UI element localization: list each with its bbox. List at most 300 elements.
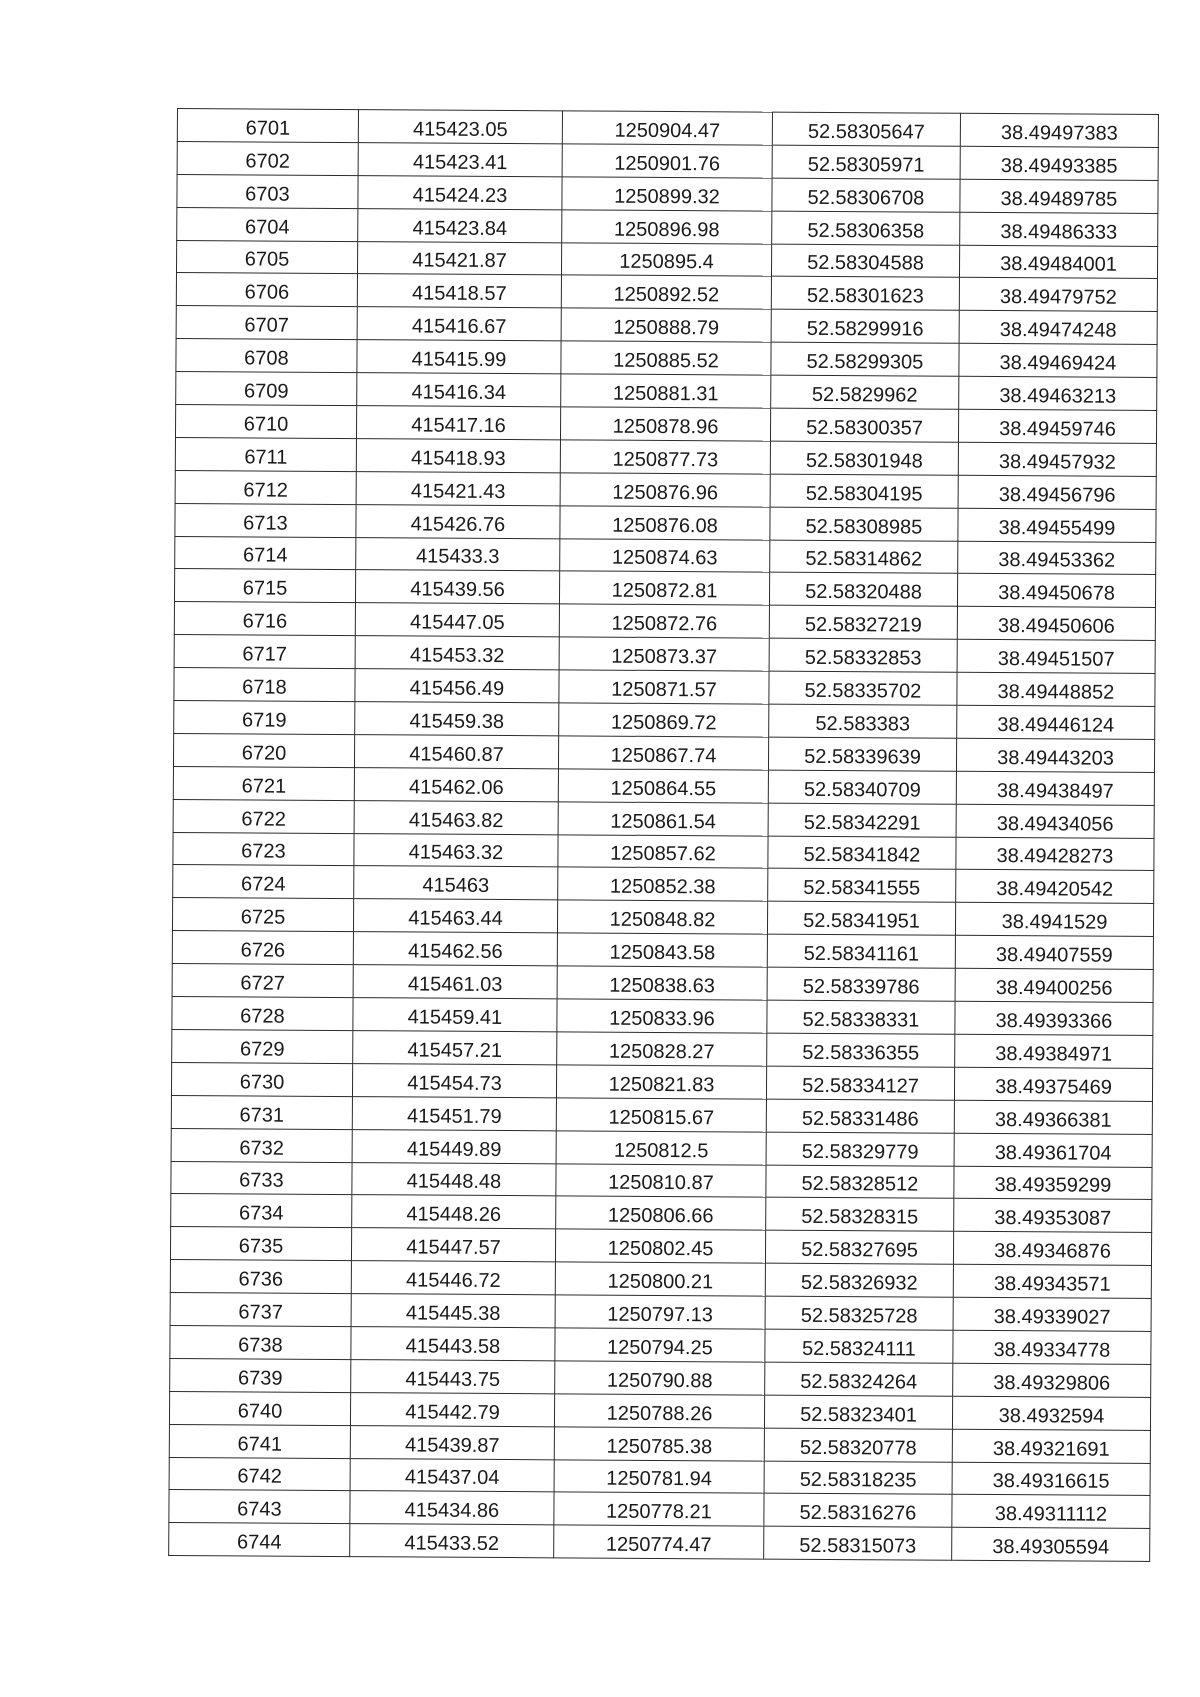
cell-text: 52.58328315 [801,1206,919,1229]
cell-text: 415434.86 [404,1499,500,1523]
cell-text: 1250852.38 [609,876,716,899]
cell-text: 6736 [238,1268,284,1291]
cell-text: 38.49361704 [994,1141,1112,1165]
cell-text: 415418.57 [412,282,507,306]
cell-text: 1250790.88 [606,1369,713,1393]
cell-text: 1250810.87 [608,1172,714,1195]
northing-cell [555,1295,765,1329]
point-number-cell [169,1424,350,1458]
longitude-cell [959,278,1157,312]
cell-text: 38.49448852 [997,681,1115,704]
cell-text: 38.49329806 [993,1371,1111,1395]
point-number-cell [171,1095,352,1129]
cell-text: 415446.72 [405,1269,501,1293]
longitude-cell [952,1429,1150,1463]
northing-cell [559,637,769,671]
cell-text: 1250872.81 [611,580,718,603]
latitude-cell [768,803,956,837]
cell-text: 38.49489785 [1000,187,1118,211]
easting-cell [357,274,561,308]
northing-cell [560,506,770,540]
cell-text: 6737 [238,1301,283,1324]
longitude-cell [952,1495,1150,1529]
cell-text: 52.58327219 [804,614,922,637]
cell-text: 52.58329779 [801,1140,919,1164]
cell-text: 52.58341555 [803,877,921,900]
cell-text: 415453.32 [409,644,505,668]
cell-text: 1250881.31 [612,382,719,406]
easting-cell [355,570,559,604]
latitude-cell [770,474,958,508]
cell-text: 1250873.37 [611,645,718,669]
cell-text: 52.58327695 [801,1239,918,1262]
latitude-cell [772,211,960,245]
northing-cell [555,1361,765,1395]
cell-text: 6718 [242,676,287,699]
northing-cell [562,210,772,244]
cell-text: 415461.03 [407,973,503,997]
latitude-cell [764,1395,952,1429]
latitude-cell [767,934,955,968]
cell-text: 415421.87 [412,249,507,273]
latitude-cell [768,770,956,804]
longitude-cell [954,1133,1152,1167]
cell-text: 415433.3 [415,545,500,569]
cell-text: 415416.34 [411,381,507,405]
point-number-cell [177,141,358,175]
northing-cell [559,571,769,605]
table-row [169,1523,1150,1562]
longitude-cell [957,607,1155,641]
longitude-cell [960,212,1158,246]
latitude-cell [771,375,959,409]
cell-text: 52.58300357 [806,416,924,440]
latitude-cell [764,1494,952,1528]
cell-text: 38.49455499 [998,516,1116,540]
point-number-cell [177,174,358,208]
cell-text: 52.58336355 [802,1041,920,1065]
latitude-cell [764,1526,952,1560]
northing-cell [561,242,771,276]
cell-text: 1250869.72 [610,711,717,735]
latitude-cell [767,1000,955,1034]
easting-cell [358,208,562,242]
easting-cell [350,1524,554,1558]
northing-cell [558,802,768,836]
longitude-cell [958,442,1156,476]
cell-text: 1250806.66 [607,1204,714,1228]
point-number-cell [170,1358,351,1392]
northing-cell [556,1196,766,1230]
northing-cell [560,473,770,507]
easting-cell [358,175,562,209]
longitude-cell [953,1264,1151,1298]
cell-text: 415463.44 [408,907,503,931]
latitude-cell [768,737,956,771]
cell-text: 38.49420542 [996,878,1114,902]
cell-text: 1250895.4 [619,251,714,274]
easting-cell [357,373,561,407]
longitude-cell [958,475,1156,509]
cell-text: 415459.41 [407,1006,503,1029]
cell-text: 6724 [240,873,286,897]
northing-cell [561,275,771,309]
easting-cell [354,833,558,867]
cell-text: 415447.57 [406,1236,501,1260]
point-number-cell [172,997,353,1031]
cell-text: 1250861.54 [610,810,717,833]
cell-text: 52.58305647 [807,120,925,144]
cell-text: 52.58323401 [800,1403,917,1427]
cell-text: 6708 [244,347,289,370]
northing-cell [556,1065,766,1099]
cell-text: 415463.82 [408,809,504,832]
cell-text: 6742 [237,1465,282,1489]
cell-text: 38.49359299 [994,1174,1112,1198]
cell-text: 6707 [244,314,289,337]
easting-cell [356,504,560,538]
cell-text: 1250828.27 [608,1040,715,1064]
cell-text: 38.49321691 [992,1437,1110,1461]
cell-text: 1250838.63 [609,974,716,998]
point-number-cell [169,1490,350,1524]
cell-text: 52.58305971 [807,153,925,177]
cell-text: 415424.23 [412,184,508,207]
longitude-cell [956,771,1154,805]
cell-text: 1250876.08 [612,514,718,537]
longitude-cell [954,1166,1152,1200]
easting-cell [357,340,561,374]
cell-text: 38.49353087 [994,1207,1112,1231]
latitude-cell [769,704,957,738]
point-number-cell [174,569,355,603]
longitude-cell [953,1363,1151,1397]
cell-text: 6743 [237,1498,282,1521]
cell-text: 38.49463213 [999,385,1117,408]
northing-cell [555,1262,765,1296]
cell-text: 6739 [237,1367,283,1390]
cell-text: 38.49450606 [997,615,1115,638]
cell-text: 415454.73 [407,1072,502,1095]
latitude-cell [766,1066,954,1100]
cell-text: 52.58314862 [805,548,923,572]
cell-text: 52.58306708 [807,186,925,210]
cell-text: 415426.76 [410,513,506,536]
northing-cell [557,966,767,1000]
cell-text: 52.58324111 [801,1337,916,1361]
cell-text: 6738 [238,1334,283,1357]
longitude-cell [958,508,1156,542]
point-number-cell [170,1325,351,1359]
cell-text: 38.49339027 [993,1305,1111,1329]
cell-text: 6726 [240,939,286,962]
point-number-cell [170,1227,351,1261]
point-number-cell [172,898,353,932]
cell-text: 415462.06 [409,776,504,799]
cell-text: 38.49438497 [996,779,1114,803]
longitude-cell [954,1067,1152,1101]
northing-cell [559,604,769,638]
cell-text: 38.49434056 [996,812,1114,836]
point-number-cell [169,1391,350,1425]
cell-text: 52.58299305 [806,350,924,374]
cell-text: 52.58320778 [799,1436,917,1460]
cell-text: 6716 [242,610,288,633]
latitude-cell [767,1033,955,1067]
cell-text: 6732 [239,1136,284,1160]
northing-cell [562,144,772,178]
easting-cell [352,1096,556,1130]
cell-text: 415443.75 [405,1368,501,1391]
latitude-cell [765,1362,953,1396]
longitude-cell [955,936,1153,970]
longitude-cell [956,738,1154,772]
cell-text: 52.58316276 [799,1502,917,1525]
cell-text: 1250888.79 [613,316,720,340]
cell-text: 52.58334127 [802,1074,919,1098]
easting-cell [358,110,562,144]
cell-text: 1250901.76 [614,152,721,176]
cell-text: 52.58304588 [807,252,925,276]
cell-text: 38.49497383 [1000,121,1118,145]
latitude-cell [771,244,959,278]
longitude-cell [956,837,1154,871]
point-number-cell [171,1161,352,1195]
cell-text: 415421.43 [410,480,506,503]
easting-cell [357,307,561,341]
northing-cell [560,407,770,441]
cell-text: 6710 [243,413,289,436]
easting-cell [350,1458,554,1492]
northing-cell [554,1459,764,1493]
northing-cell [556,1098,766,1132]
easting-cell [354,800,558,834]
latitude-cell [770,507,958,541]
point-number-cell [176,306,357,340]
cell-text: 52.58339786 [802,975,920,999]
latitude-cell [770,540,958,574]
cell-text: 52.5829962 [811,383,918,407]
northing-cell [558,867,768,901]
cell-text: 1250874.63 [611,547,718,570]
latitude-cell [766,1099,954,1133]
easting-cell [353,932,557,966]
cell-text: 1250877.73 [612,448,719,472]
northing-cell [560,440,770,474]
cell-text: 38.49479752 [999,286,1117,310]
cell-text: 1250785.38 [606,1435,713,1458]
cell-text: 6734 [238,1202,284,1225]
cell-text: 1250800.21 [607,1270,714,1294]
easting-cell [351,1228,555,1262]
cell-text: 52.58341951 [803,910,921,933]
easting-cell [352,1129,556,1163]
northing-cell [560,538,770,572]
cell-text: 6722 [241,808,286,831]
latitude-cell [771,309,959,343]
northing-cell [558,736,768,770]
cell-text: 38.49384971 [995,1042,1113,1066]
longitude-cell [959,344,1157,378]
easting-cell [354,735,558,769]
cell-text: 1250815.67 [608,1106,715,1129]
northing-cell [558,834,768,868]
easting-cell [356,439,560,473]
cell-text: 1250802.45 [607,1237,714,1261]
point-number-cell [176,372,357,406]
easting-cell [352,1162,556,1196]
latitude-cell [769,605,957,639]
cell-text: 1250848.82 [609,908,716,932]
northing-cell [557,1032,767,1066]
latitude-cell [765,1296,953,1330]
cell-text: 415460.87 [409,743,504,766]
easting-cell [353,1031,557,1065]
point-number-cell [175,536,356,570]
cell-text: 1250885.52 [613,349,719,373]
easting-cell [351,1261,555,1295]
point-number-cell [175,405,356,439]
cell-text: 1250774.47 [605,1533,712,1557]
cell-text: 1250778.21 [606,1500,712,1524]
latitude-cell [769,573,957,607]
cell-text: 38.49456796 [998,483,1116,507]
cell-text: 38.4941529 [1001,911,1108,934]
cell-text: 1250899.32 [614,185,720,208]
cell-text: 6744 [236,1531,282,1554]
cell-text: 6725 [240,906,286,929]
cell-text: 38.49469424 [999,352,1117,375]
cell-text: 6728 [240,1005,285,1028]
northing-cell [559,703,769,737]
northing-cell [554,1492,764,1526]
latitude-cell [764,1461,952,1495]
cell-text: 38.49334778 [993,1338,1111,1362]
cell-text: 6727 [240,972,285,995]
cell-text: 38.49484001 [1000,253,1118,277]
cell-text: 6720 [241,742,287,765]
cell-text: 38.49459746 [999,417,1117,441]
point-number-cell [177,207,358,241]
longitude-cell [957,640,1155,674]
longitude-cell [956,870,1154,904]
easting-cell [352,1195,556,1229]
latitude-cell [766,1132,954,1166]
point-number-cell [173,766,354,800]
cell-text: 52.58308985 [805,515,923,539]
point-number-cell [172,931,353,965]
cell-text: 415462.56 [408,940,503,964]
northing-cell [554,1394,764,1428]
longitude-cell [958,409,1156,443]
point-number-cell [174,602,355,636]
easting-cell [353,965,557,999]
longitude-cell [953,1330,1151,1364]
cell-text: 1250812.5 [613,1139,709,1162]
longitude-cell [959,245,1157,279]
cell-text: 52.58315073 [799,1535,917,1558]
point-number-cell [172,964,353,998]
cell-text: 6717 [242,643,287,666]
cell-text: 38.49493385 [1000,154,1118,178]
longitude-cell [956,804,1154,838]
point-number-cell [175,503,356,537]
northing-cell [558,769,768,803]
cell-text: 415416.67 [411,315,507,339]
cell-text: 52.58335702 [804,679,922,703]
cell-text: 6730 [239,1071,285,1094]
longitude-cell [960,113,1158,147]
cell-text: 1250872.76 [611,612,718,636]
cell-text: 6706 [244,281,290,305]
cell-text: 52.583383 [815,712,911,736]
easting-cell [351,1359,555,1393]
cell-text: 52.58342291 [803,811,921,835]
cell-text: 52.58320488 [805,581,923,604]
northing-cell [557,900,767,934]
longitude-cell [957,574,1155,608]
cell-text: 52.58340709 [803,778,921,802]
northing-cell [557,933,767,967]
point-number-cell [177,109,358,143]
cell-text: 415463.32 [408,841,504,865]
cell-text: 6701 [245,117,291,140]
longitude-cell [952,1528,1150,1562]
cell-text: 1250843.58 [609,941,716,965]
cell-text: 52.58339639 [804,745,922,769]
cell-text: 38.49474248 [999,319,1117,342]
cell-text: 52.58324264 [800,1370,918,1394]
cell-text: 415459.38 [409,710,505,733]
cell-text: 38.49451507 [997,648,1115,671]
cell-text: 52.58341161 [803,943,920,966]
cell-text: 52.58341842 [803,844,921,868]
easting-cell [356,406,560,440]
easting-cell [350,1392,554,1426]
longitude-cell [954,1100,1152,1134]
point-number-cell [174,668,355,702]
cell-text: 52.58338331 [802,1008,920,1032]
cell-text: 38.49375469 [995,1075,1112,1099]
cell-text: 415423.05 [413,118,508,141]
point-number-cell [171,1194,352,1228]
point-number-cell [173,733,354,767]
northing-cell [562,111,772,145]
cell-text: 38.49366381 [994,1108,1112,1132]
cell-text: 415418.93 [411,447,506,470]
northing-cell [561,374,771,408]
easting-cell [356,471,560,505]
cell-text: 38.49453362 [998,549,1116,573]
cell-text: 6740 [237,1400,283,1423]
cell-text: 38.49343571 [993,1273,1111,1296]
easting-cell [358,142,562,176]
longitude-cell [952,1462,1150,1496]
cell-text: 415457.21 [407,1039,503,1062]
cell-text: 1250833.96 [609,1007,715,1031]
cell-text: 38.4932594 [998,1404,1105,1428]
cell-text: 1250904.47 [614,119,721,143]
point-number-cell [173,799,354,833]
point-number-cell [174,701,355,735]
cell-text: 6712 [243,479,288,502]
cell-text: 52.58318235 [799,1469,917,1492]
easting-cell [353,899,557,933]
point-number-cell [176,273,357,307]
cell-text: 6704 [244,215,290,239]
cell-text: 6702 [245,150,290,173]
longitude-cell [955,1001,1153,1035]
